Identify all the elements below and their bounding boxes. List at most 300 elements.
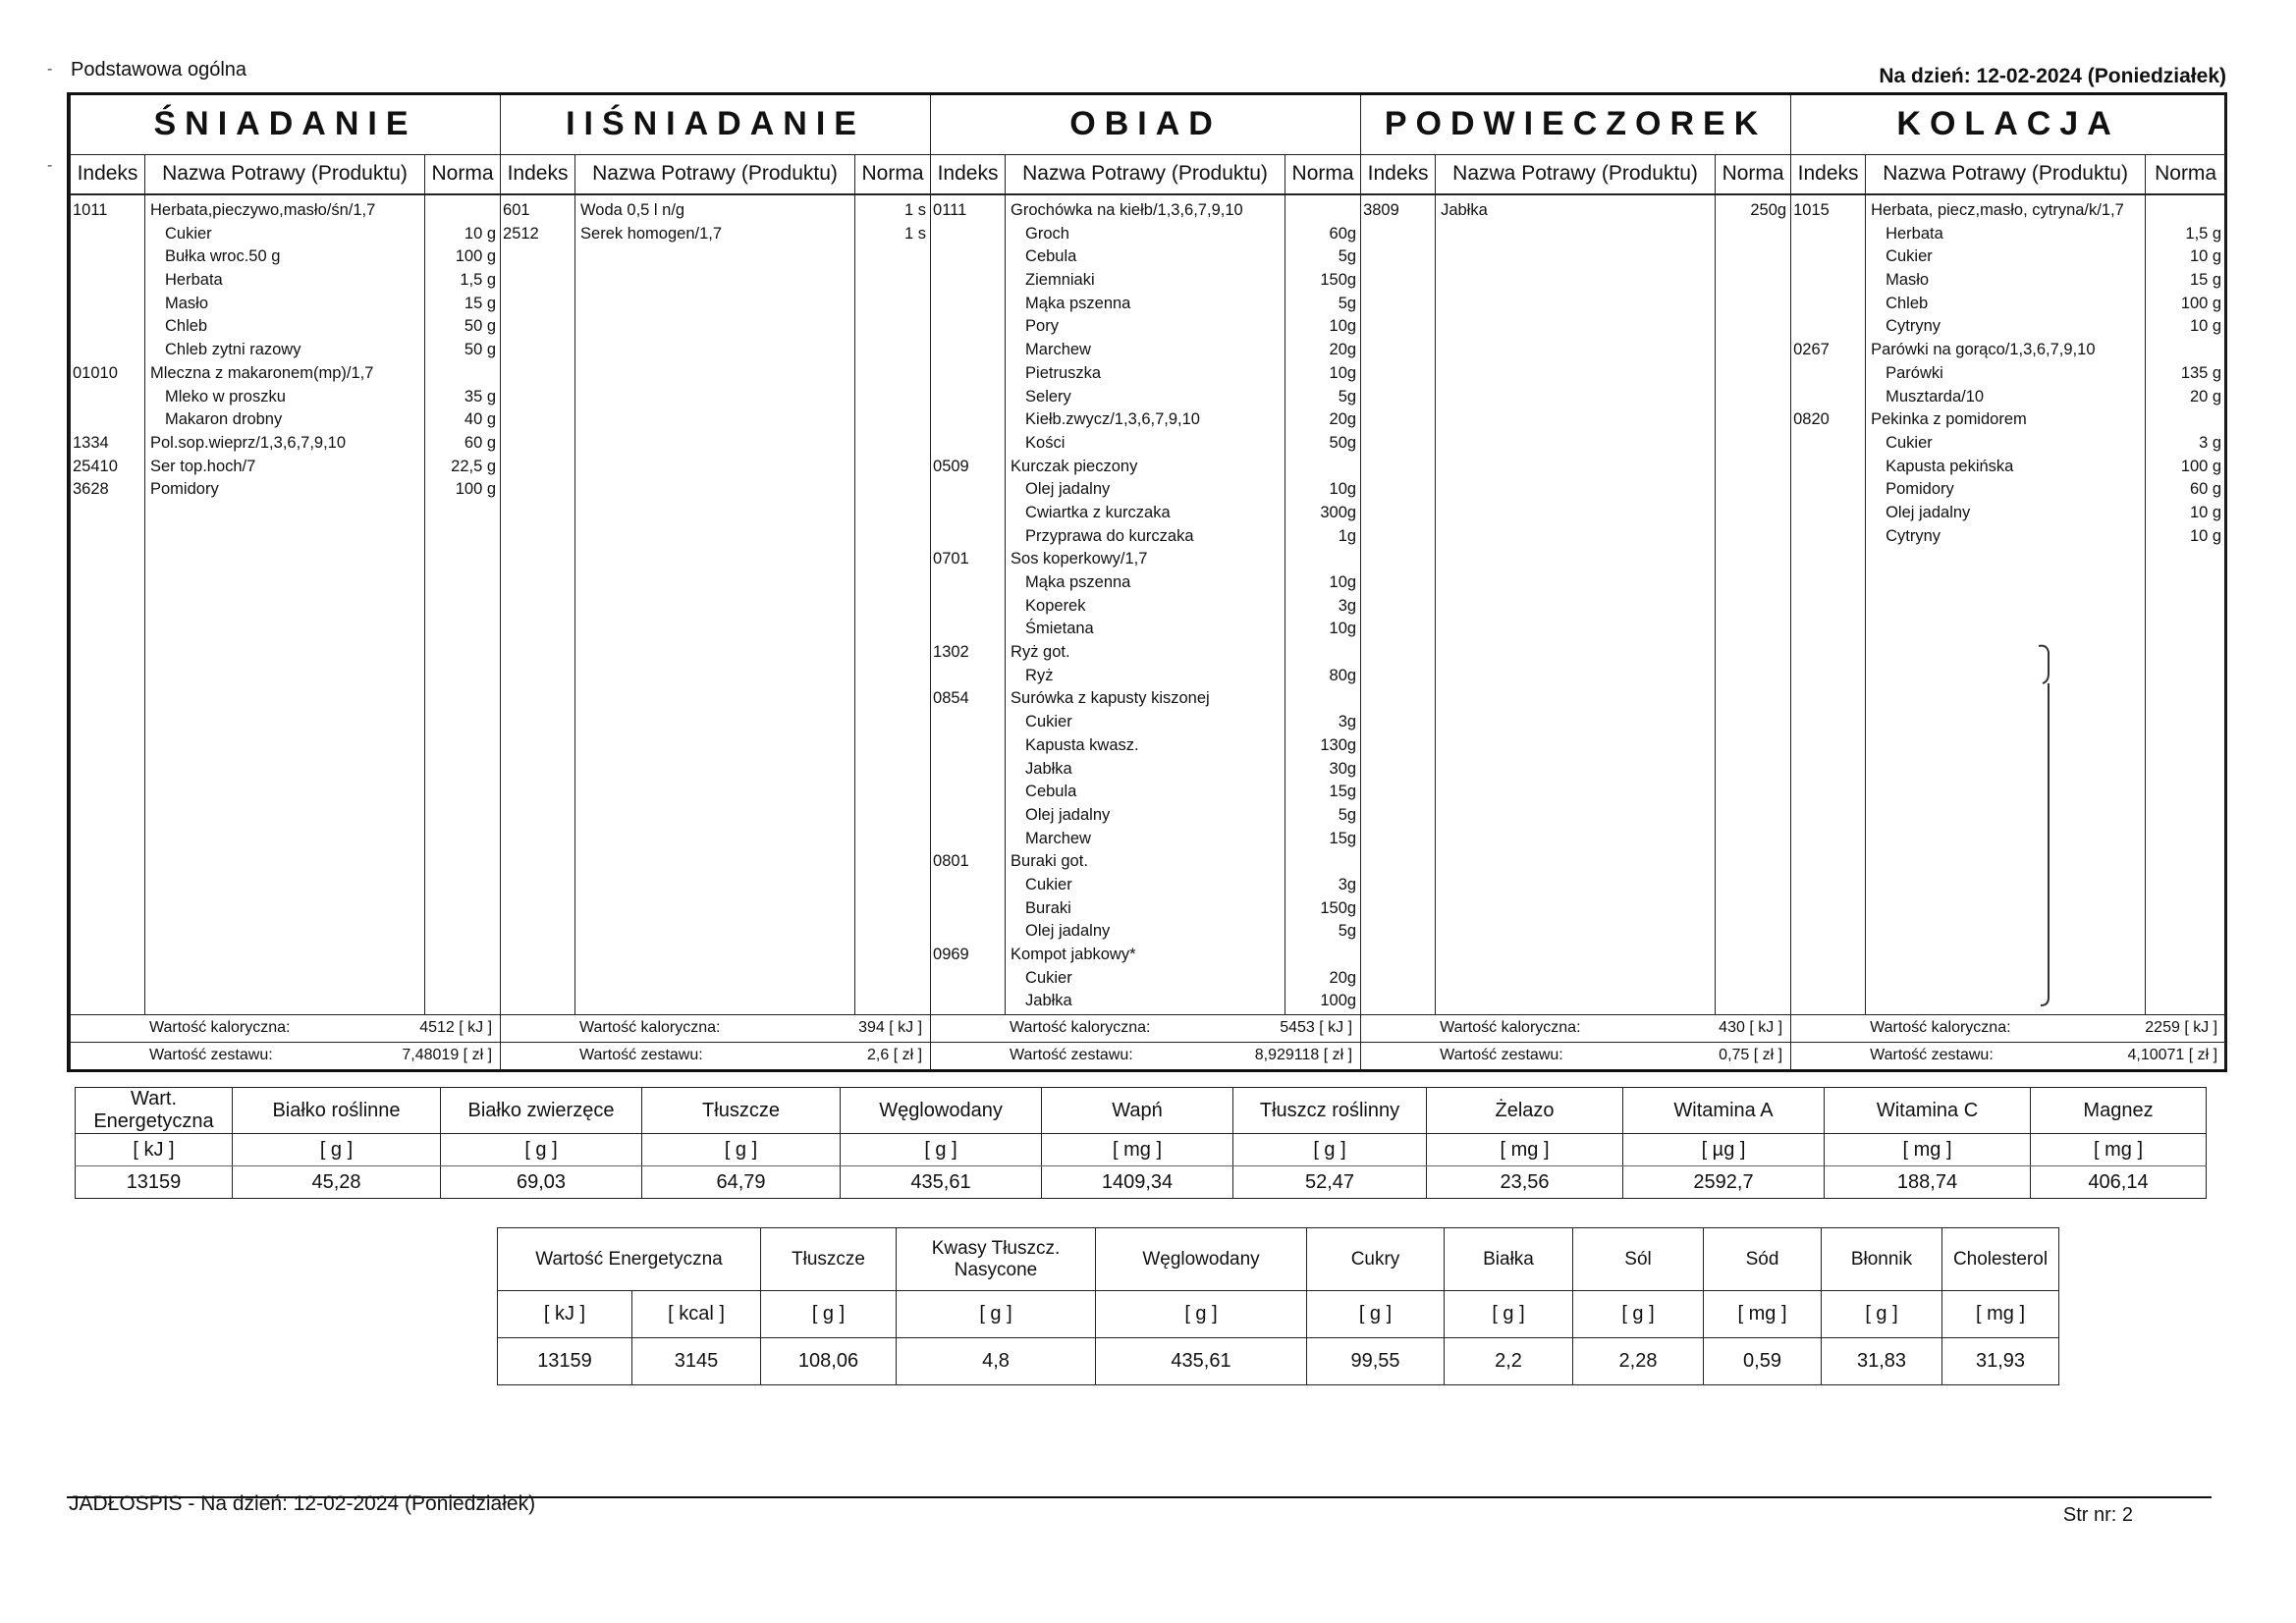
dish-name: Pomidory [150, 480, 219, 499]
set-value: 8,929118 [ zł ] [1254, 1047, 1353, 1064]
nutrient-unit: [ g ] [1445, 1291, 1573, 1338]
set-value-label: Wartość zestawu: [149, 1047, 273, 1064]
calorie-summary [71, 1014, 501, 1042]
footer-text: JADŁOSPIS - Na dzień: 12-02-2024 (Poniedziałek) [69, 1492, 536, 1515]
nutrient-unit: [ kJ ] [76, 1134, 233, 1166]
dish-norm: 15g [1329, 829, 1357, 847]
dish-name: Pol.sop.wieprz/1,3,6,7,9,10 [150, 433, 347, 452]
ingredient-name: Chleb [1886, 294, 1929, 312]
dish-index [931, 478, 1005, 502]
dish-norm: 130g [1320, 735, 1357, 754]
nutrient-value: 13159 [76, 1166, 233, 1199]
dish-name: Grochówka na kiełb/1,3,6,7,9,10 [1011, 201, 1243, 219]
dish-name: Jabłka [1441, 201, 1488, 219]
dish-index [931, 502, 1005, 525]
dish-name: Herbata, piecz,masło, cytryna/k/1,7 [1871, 201, 2124, 219]
dish-norm: 150g [1320, 271, 1357, 290]
dish-index [931, 293, 1005, 316]
ingredient-name: Groch [1025, 224, 1069, 243]
nutrient-header: Wapń [1042, 1088, 1233, 1134]
dish-index [1791, 386, 1865, 409]
ingredient-name: Kapusta kwasz. [1025, 735, 1139, 754]
dish-norm [1285, 456, 1360, 479]
dish-norm: 20 g [2189, 387, 2222, 406]
nutrient-value: 4,8 [897, 1338, 1096, 1385]
dish-index [931, 618, 1005, 641]
ingredient-name: Koperek [1025, 596, 1086, 615]
nutrient-value: 64,79 [642, 1166, 841, 1199]
calorie-label: Wartość kaloryczna: [579, 1019, 721, 1036]
dish-index: 0801 [933, 852, 969, 871]
ingredient-name: Kapusta pekińska [1886, 457, 2014, 475]
norm-column [1716, 194, 1791, 1014]
dish-norm: 10 g [2189, 526, 2222, 545]
nutrient-unit: [ g ] [1307, 1291, 1445, 1338]
dish-index [1791, 315, 1865, 339]
dish-norm: 100 g [455, 480, 497, 499]
index-column [71, 194, 145, 1014]
set-value-summary [1361, 1042, 1791, 1069]
nutrient-value: 31,93 [1942, 1338, 2059, 1385]
nutrient-value: 435,61 [841, 1166, 1042, 1199]
nutrient-unit: [ g ] [897, 1291, 1096, 1338]
set-value: 2,6 [ zł ] [867, 1047, 923, 1064]
name-column [575, 194, 855, 1014]
page-header [71, 57, 2226, 92]
dish-index [931, 665, 1005, 688]
nutrient-value: 31,83 [1822, 1338, 1942, 1385]
nutrient-unit: [ g ] [841, 1134, 1042, 1166]
nutrient-unit: [ µg ] [1623, 1134, 1825, 1166]
nutrient-unit: [ mg ] [1942, 1291, 2059, 1338]
calorie-summary [1791, 1014, 2226, 1042]
nutrient-header: Cukry [1307, 1228, 1445, 1291]
nutrient-value: 2,2 [1445, 1338, 1573, 1385]
dish-name: Mleczna z makaronem(mp)/1,7 [150, 363, 374, 382]
index-column [1361, 194, 1436, 1014]
dish-index: 0509 [933, 457, 969, 475]
ingredient-name: Cebula [1025, 783, 1077, 801]
ingredient-name: Cukier [1025, 713, 1072, 731]
column-header-norm: Norma [855, 154, 931, 194]
dish-index [71, 315, 144, 339]
norm-column [425, 194, 501, 1014]
dish-norm: 1,5 g [460, 271, 497, 290]
dish-index [1791, 525, 1865, 549]
nutrient-unit: [ g ] [642, 1134, 841, 1166]
dish-index [931, 734, 1005, 758]
dish-index [71, 245, 144, 269]
nutrient-value: 1409,34 [1042, 1166, 1233, 1199]
menu-table [67, 92, 2227, 1072]
dish-index [931, 781, 1005, 804]
ingredient-name: Selery [1025, 387, 1071, 406]
nutrient-value: 69,03 [441, 1166, 642, 1199]
nutrient-unit: [ mg ] [1704, 1291, 1822, 1338]
meal-title: IIŚNIADANIE [501, 95, 931, 154]
dish-index: 0701 [933, 550, 969, 568]
ingredient-name: Herbata [165, 271, 223, 290]
page-number: Str nr: 2 [2062, 1504, 2133, 1526]
calorie-label: Wartość kaloryczna: [149, 1019, 291, 1036]
column-header-index: Indeks [931, 154, 1006, 194]
dish-index [931, 571, 1005, 595]
nutrient-unit: [ mg ] [1042, 1134, 1233, 1166]
nutrient-header: Magnez [2031, 1088, 2207, 1134]
dish-name: Herbata,pieczywo,masło/śn/1,7 [150, 201, 376, 219]
dish-norm: 100 g [2180, 457, 2222, 475]
meal-title: OBIAD [931, 95, 1361, 154]
dish-name: Woda 0,5 l n/g [580, 201, 685, 219]
ingredient-name: Cwiartka z kurczaka [1025, 503, 1171, 521]
ingredient-name: Marchew [1025, 829, 1091, 847]
column-header-index: Indeks [1791, 154, 1866, 194]
dish-index [931, 920, 1005, 944]
dish-index [931, 525, 1005, 549]
set-value: 4,10071 [ zł ] [2127, 1047, 2218, 1064]
dish-norm: 1g [1338, 526, 1357, 545]
nutrient-header: Tłuszcze [761, 1228, 897, 1291]
dish-norm [425, 199, 500, 223]
nutrient-value: 13159 [498, 1338, 632, 1385]
meal-title: ŚNIADANIE [71, 95, 501, 154]
set-value-summary [931, 1042, 1361, 1069]
nutrient-value: 0,59 [1704, 1338, 1822, 1385]
dish-norm: 20g [1329, 341, 1357, 359]
dish-index [931, 828, 1005, 851]
dish-norm: 50 g [464, 317, 497, 336]
dish-index: 0820 [1793, 410, 1830, 429]
calorie-label: Wartość kaloryczna: [1010, 1019, 1151, 1036]
nutrient-unit: [ g ] [1822, 1291, 1942, 1338]
ingredient-name: Cytryny [1886, 317, 1941, 336]
dish-norm: 10g [1329, 363, 1357, 382]
dish-index [1791, 293, 1865, 316]
set-value-label: Wartość zestawu: [579, 1047, 703, 1064]
ingredient-name: Jabłka [1025, 992, 1072, 1010]
dish-norm: 20g [1329, 410, 1357, 429]
dish-norm: 10g [1329, 317, 1357, 336]
set-value-summary [71, 1042, 501, 1069]
dish-norm: 15g [1329, 783, 1357, 801]
nutrient-unit: [ kJ ] [498, 1291, 632, 1338]
dish-norm [425, 362, 500, 386]
set-value-summary [501, 1042, 931, 1069]
dish-index [1791, 502, 1865, 525]
ingredient-name: Buraki [1025, 898, 1071, 917]
dish-index: 1302 [933, 643, 969, 662]
ingredient-name: Cukier [1886, 433, 1933, 452]
ingredient-name: Olej jadalny [1025, 480, 1111, 499]
nutrient-value: 99,55 [1307, 1338, 1445, 1385]
dish-norm: 1,5 g [2185, 224, 2222, 243]
dish-index [931, 874, 1005, 897]
dish-norm: 5g [1338, 805, 1357, 824]
dish-index [1791, 223, 1865, 246]
ingredient-name: Ryż [1025, 666, 1054, 684]
ingredient-name: Masło [165, 294, 209, 312]
handwritten-bracket [2037, 644, 2056, 1007]
dish-index: 1334 [73, 433, 109, 452]
dish-index [931, 432, 1005, 456]
meal-title: KOLACJA [1791, 95, 2226, 154]
nutrient-unit: [ g ] [1233, 1134, 1427, 1166]
margin-mark: - [47, 157, 53, 174]
dish-norm: 10g [1329, 480, 1357, 499]
dish-norm: 150g [1320, 898, 1357, 917]
ingredient-name: Cebula [1025, 247, 1077, 266]
dish-index [931, 595, 1005, 619]
nutrient-header: Wart. Energetyczna [76, 1088, 233, 1134]
nutrient-header: Sól [1573, 1228, 1704, 1291]
calorie-value: 2259 [ kJ ] [2145, 1019, 2218, 1036]
dish-name: Ser top.hoch/7 [150, 457, 256, 475]
dish-index: 01010 [73, 363, 118, 382]
margin-mark: - [47, 61, 53, 78]
dish-norm: 10 g [2189, 247, 2222, 266]
nutrient-unit: [ g ] [441, 1134, 642, 1166]
dish-norm [1285, 199, 1360, 223]
dish-norm: 5g [1338, 247, 1357, 266]
calorie-label: Wartość kaloryczna: [1870, 1019, 2011, 1036]
dish-index [931, 245, 1005, 269]
dish-index [931, 758, 1005, 782]
nutrient-value: 435,61 [1096, 1338, 1307, 1385]
index-column [1791, 194, 1866, 1014]
dish-norm: 60 g [2189, 480, 2222, 499]
dish-index [931, 967, 1005, 991]
dish-norm: 80g [1329, 666, 1357, 684]
ingredient-name: Olej jadalny [1886, 503, 1971, 521]
calorie-value: 4512 [ kJ ] [419, 1019, 493, 1036]
dish-norm [2146, 199, 2225, 223]
calorie-value: 5453 [ kJ ] [1280, 1019, 1353, 1036]
nutrient-unit: [ mg ] [2031, 1134, 2207, 1166]
dish-index [71, 386, 144, 409]
dish-norm: 5g [1338, 387, 1357, 406]
dish-norm [2146, 408, 2225, 432]
dish-norm: 250g [1750, 201, 1787, 219]
column-header-name: Nazwa Potrawy (Produktu) [575, 154, 855, 194]
dish-norm: 100 g [455, 247, 497, 266]
dish-norm: 3g [1338, 875, 1357, 893]
dish-norm: 10g [1329, 573, 1357, 591]
ingredient-name: Jabłka [1025, 759, 1072, 778]
dish-index: 0854 [933, 689, 969, 708]
dish-index [1791, 456, 1865, 479]
ingredient-name: Parówki [1886, 363, 1943, 382]
dish-name: Kurczak pieczony [1011, 457, 1138, 475]
nutrient-header: Białka [1445, 1228, 1573, 1291]
nutrition-summary-table [75, 1087, 2207, 1199]
calorie-value: 394 [ kJ ] [858, 1019, 923, 1036]
name-column [1006, 194, 1285, 1014]
diet-type: Podstawowa ogólna [71, 59, 247, 81]
dish-index [1791, 269, 1865, 293]
nutrient-unit: [ g ] [1096, 1291, 1307, 1338]
nutrient-value: 52,47 [1233, 1166, 1427, 1199]
set-value-label: Wartość zestawu: [1440, 1047, 1563, 1064]
ingredient-name: Makaron drobny [165, 410, 283, 429]
dish-norm [1285, 641, 1360, 665]
set-value: 7,48019 [ zł ] [402, 1047, 493, 1064]
ingredient-name: Olej jadalny [1025, 922, 1111, 941]
nutrient-header: Tłuszcze [642, 1088, 841, 1134]
column-header-norm: Norma [1716, 154, 1791, 194]
nutrient-value: 3145 [632, 1338, 761, 1385]
nutrient-unit: [ g ] [233, 1134, 441, 1166]
dish-index: 0969 [933, 946, 969, 963]
dish-norm: 300g [1320, 503, 1357, 521]
ingredient-name: Pomidory [1886, 480, 1954, 499]
set-value-label: Wartość zestawu: [1010, 1047, 1133, 1064]
ingredient-name: Olej jadalny [1025, 805, 1111, 824]
set-value-label: Wartość zestawu: [1870, 1047, 1994, 1064]
nutrient-header: Cholesterol [1942, 1228, 2059, 1291]
dish-index [931, 362, 1005, 386]
dish-norm [1285, 687, 1360, 711]
dish-index: 25410 [73, 457, 118, 475]
dish-index [931, 339, 1005, 362]
column-header-name: Nazwa Potrawy (Produktu) [1866, 154, 2146, 194]
nutrient-header: Białko roślinne [233, 1088, 441, 1134]
dish-index [931, 223, 1005, 246]
dish-norm: 10 g [464, 224, 497, 243]
dish-norm: 20g [1329, 968, 1357, 987]
nutrient-value: 45,28 [233, 1166, 441, 1199]
nutrient-unit: [ kcal ] [632, 1291, 761, 1338]
calorie-label: Wartość kaloryczna: [1440, 1019, 1581, 1036]
dish-index [931, 711, 1005, 734]
dish-index [71, 269, 144, 293]
dish-index [1791, 432, 1865, 456]
norm-column [2146, 194, 2226, 1014]
ingredient-name: Marchew [1025, 341, 1091, 359]
dish-name: Sos koperkowy/1,7 [1011, 550, 1148, 568]
dish-norm: 10 g [2189, 503, 2222, 521]
dish-norm: 60 g [464, 433, 497, 452]
dish-norm [1285, 944, 1360, 967]
dish-norm: 100 g [2180, 294, 2222, 312]
dish-index: 2512 [503, 224, 539, 243]
dish-norm: 60g [1329, 224, 1357, 243]
norm-column [1285, 194, 1361, 1014]
nutrient-value: 406,14 [2031, 1166, 2207, 1199]
dish-norm: 50g [1329, 433, 1357, 452]
ingredient-name: Chleb [165, 317, 208, 336]
dish-index: 0267 [1793, 341, 1830, 359]
dish-index [71, 339, 144, 362]
dish-index: 601 [503, 201, 530, 219]
dish-index [931, 269, 1005, 293]
nutrient-unit: [ mg ] [1427, 1134, 1623, 1166]
set-value: 0,75 [ zł ] [1719, 1047, 1783, 1064]
dish-index [931, 804, 1005, 828]
dish-norm: 135 g [2180, 363, 2222, 382]
calorie-summary [1361, 1014, 1791, 1042]
nutrient-value: 2592,7 [1623, 1166, 1825, 1199]
ingredient-name: Ziemniaki [1025, 271, 1095, 290]
dish-norm: 15 g [464, 294, 497, 312]
dish-norm [1285, 850, 1360, 874]
calorie-summary [931, 1014, 1361, 1042]
dish-index [931, 897, 1005, 921]
ingredient-name: Kiełb.zwycz/1,3,6,7,9,10 [1025, 410, 1200, 429]
dish-norm: 15 g [2189, 271, 2222, 290]
dish-norm: 50 g [464, 341, 497, 359]
ingredient-name: Kości [1025, 433, 1066, 452]
nutrient-header: Białko zwierzęce [441, 1088, 642, 1134]
ingredient-name: Cukier [1025, 875, 1072, 893]
dish-index [71, 408, 144, 432]
nutrient-value: 23,56 [1427, 1166, 1623, 1199]
calorie-summary [501, 1014, 931, 1042]
ingredient-name: Masło [1886, 271, 1930, 290]
ingredient-name: Chleb zytni razowy [165, 341, 301, 359]
nutrient-header: Wartość Energetyczna [498, 1228, 761, 1291]
column-header-name: Nazwa Potrawy (Produktu) [1006, 154, 1285, 194]
dish-index [931, 408, 1005, 432]
nutrient-unit: [ g ] [1573, 1291, 1704, 1338]
ingredient-name: Cukier [1886, 247, 1933, 266]
nutrient-unit: [ g ] [761, 1291, 897, 1338]
nutrient-value: 188,74 [1825, 1166, 2031, 1199]
dish-norm: 5g [1338, 294, 1357, 312]
ingredient-name: Mąka pszenna [1025, 573, 1131, 591]
dish-index: 0111 [933, 201, 967, 219]
dish-index: 1011 [73, 201, 108, 219]
nutrient-header: Węglowodany [1096, 1228, 1307, 1291]
set-value-summary [1791, 1042, 2226, 1069]
dish-norm: 1 s [904, 224, 927, 243]
dish-norm: 3g [1338, 596, 1357, 615]
nutrient-header: Witamina A [1623, 1088, 1825, 1134]
name-column [1436, 194, 1716, 1014]
column-header-name: Nazwa Potrawy (Produktu) [1436, 154, 1716, 194]
nutrient-value: 2,28 [1573, 1338, 1704, 1385]
ingredient-name: Cukier [165, 224, 212, 243]
ingredient-name: Śmietana [1025, 620, 1094, 638]
ingredient-name: Bułka wroc.50 g [165, 247, 281, 266]
dish-norm: 3 g [2199, 433, 2222, 452]
nutrition-label-table [497, 1227, 2059, 1385]
dish-index [931, 990, 1005, 1013]
ingredient-name: Cukier [1025, 968, 1072, 987]
dish-norm: 35 g [464, 387, 497, 406]
ingredient-name: Pory [1025, 317, 1059, 336]
dish-name: Pekinka z pomidorem [1871, 410, 2027, 429]
nutrient-header: Tłuszcz roślinny [1233, 1088, 1427, 1134]
column-header-name: Nazwa Potrawy (Produktu) [145, 154, 425, 194]
nutrient-header: Sód [1704, 1228, 1822, 1291]
dish-index [1791, 478, 1865, 502]
index-column [931, 194, 1006, 1014]
ingredient-name: Mleko w proszku [165, 387, 286, 406]
nutrient-header: Węglowodany [841, 1088, 1042, 1134]
dish-index: 1015 [1793, 201, 1830, 219]
column-header-norm: Norma [2146, 154, 2226, 194]
dish-index [1791, 245, 1865, 269]
dish-norm: 1 s [904, 201, 927, 219]
ingredient-name: Herbata [1886, 224, 1943, 243]
column-header-index: Indeks [501, 154, 575, 194]
column-header-norm: Norma [1285, 154, 1361, 194]
meal-title: PODWIECZOREK [1361, 95, 1791, 154]
nutrient-header: Witamina C [1825, 1088, 2031, 1134]
norm-column [855, 194, 931, 1014]
index-column [501, 194, 575, 1014]
dish-index [931, 315, 1005, 339]
